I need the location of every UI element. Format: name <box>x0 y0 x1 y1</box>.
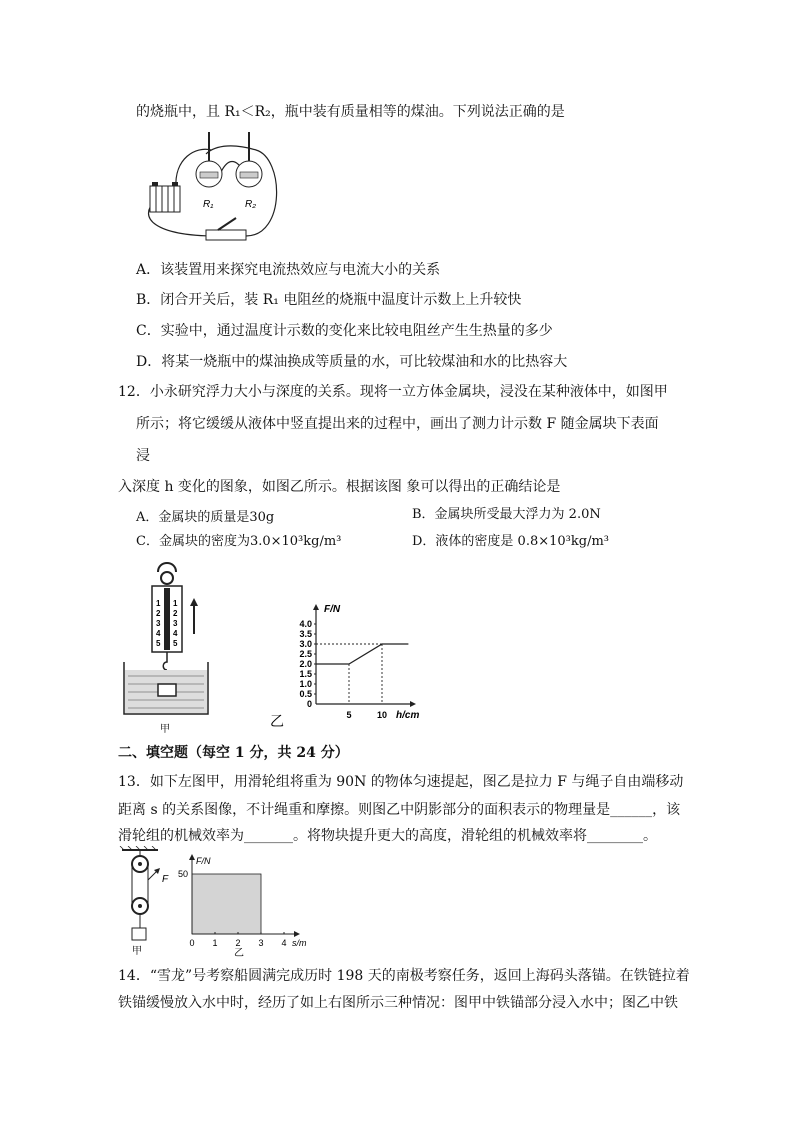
scale-right-1: 1 <box>173 599 178 608</box>
q14-line1: 14．“雪龙”号考察船圆满完成历时 198 天的南极考察任务，返回上海码头落锚。在铁链拉着 <box>118 968 690 984</box>
q12-line4: 入深度 h 变化的图象，如图乙所示。根据该图 象可以得出的正确结论是 <box>118 479 561 495</box>
q12-chart-xtick: 10 <box>376 710 388 720</box>
q12-chart-ytick: 1.5 <box>299 669 312 679</box>
q12-chart-ytick: 1.0 <box>299 679 312 689</box>
scale-right-3: 3 <box>173 619 178 628</box>
q13-fig-jia-label: 甲 <box>132 946 142 957</box>
q11-option-b: B．闭合开关后，装 R₁ 电阻丝的烧瓶中温度计示数上上升较快 <box>136 292 522 308</box>
q12-chart-ytick: 4.0 <box>299 619 312 629</box>
q12-fig-jia-label: 甲 <box>160 724 170 735</box>
q13-chart-xtick: 0 <box>189 938 195 948</box>
q12-option-d: D．液体的密度是 0.8×10³kg/m³ <box>412 534 609 549</box>
q12-chart-ytick: 3.0 <box>299 639 312 649</box>
scale-right-2: 2 <box>173 609 178 618</box>
q12-chart-xtick: 5 <box>346 710 352 720</box>
scale-left-1: 1 <box>156 599 161 608</box>
q12-line3: 浸 <box>136 448 150 464</box>
q12-chart-ylabel: F/N <box>324 604 341 615</box>
q12-line1: 12．小永研究浮力大小与深度的关系。现将一立方体金属块，浸没在某种液体中，如图甲 <box>118 384 668 400</box>
q11-option-a: A．该装置用来探究电流热效应与电流大小的关系 <box>136 262 441 278</box>
q12-line2: 所示；将它缓缓从液体中竖直提出来的过程中，画出了测力计示数 F 随金属块下表面 <box>136 416 659 432</box>
q12-option-c: C．金属块的密度为3.0×10³kg/m³ <box>136 534 342 549</box>
q12-chart-ytick: 0.5 <box>299 689 312 699</box>
q13-chart-shaded-area <box>192 874 261 934</box>
q13-fig-yi-label: 乙 <box>234 948 244 958</box>
q13-line2: 距离 s 的关系图像，不计绳重和摩擦。则图乙中阴影部分的面积表示的物理量是______，该 <box>118 802 681 818</box>
section2-title: 二、填空题（每空 1 分，共 24 分） <box>118 745 349 761</box>
q12-spring-scale-figure <box>118 558 218 738</box>
scale-left-3: 3 <box>156 619 161 628</box>
scale-left-4: 4 <box>156 629 161 638</box>
q12-chart-ytick: 2.5 <box>299 649 312 659</box>
scale-left-5: 5 <box>156 639 161 648</box>
q12-fig-yi-label: 乙 <box>270 713 284 729</box>
q11-option-c: C．实验中，通过温度计示数的变化来比较电阻丝产生生热量的多少 <box>136 323 553 339</box>
q13-chart-xtick: 3 <box>258 938 264 948</box>
q11-stem-tail: 的烧瓶中，且 R₁＜R₂，瓶中装有质量相等的煤油。下列说法正确的是 <box>136 104 565 120</box>
r2-label: R₂ <box>245 199 257 210</box>
scale-right-4: 4 <box>173 629 178 638</box>
q12-force-depth-chart <box>270 602 440 732</box>
q13-chart-xtick: 2 <box>235 938 241 948</box>
q12-chart-ytick: 3.5 <box>299 629 312 639</box>
q14-line2: 铁锚缓慢放入水中时，经历了如上右图所示三种情况：图甲中铁锚部分浸入水中；图乙中铁 <box>118 995 678 1011</box>
q13-chart-ytick: 50 <box>177 869 188 879</box>
q13-chart-xtick: 4 <box>281 938 287 948</box>
q13-chart-xlabel: s/m <box>292 938 307 948</box>
q13-force-distance-chart <box>172 852 322 958</box>
q13-fig-f-label: F <box>162 874 169 885</box>
scale-right-5: 5 <box>173 639 178 648</box>
q13-chart-xtick: 1 <box>212 938 218 948</box>
q13-line1: 13．如下左图甲，用滑轮组将重为 90N 的物体匀速提起，图乙是拉力 F 与绳子自由端移动 <box>118 774 684 790</box>
q11-circuit-figure <box>136 128 296 248</box>
scale-left-2: 2 <box>156 609 161 618</box>
q12-chart-ytick: 0 <box>306 699 312 709</box>
q13-line3: 滑轮组的机械效率为_______。将物块提升更大的高度，滑轮组的机械效率将________。 <box>118 828 657 844</box>
q13-chart-ylabel: F/N <box>196 856 211 866</box>
q11-option-d: D．将某一烧瓶中的煤油换成等质量的水，可比较煤油和水的比热容大 <box>136 354 568 370</box>
q12-chart-series-line <box>316 644 408 664</box>
q13-pulley-figure <box>118 846 178 958</box>
q12-chart-ytick: 2.0 <box>299 659 312 669</box>
q12-chart-xlabel: h/cm <box>396 710 420 721</box>
q12-option-a: A．金属块的质量是30g <box>136 510 275 525</box>
r1-label: R₁ <box>203 199 214 210</box>
q12-option-b: B．金属块所受最大浮力为 2.0N <box>412 507 601 522</box>
